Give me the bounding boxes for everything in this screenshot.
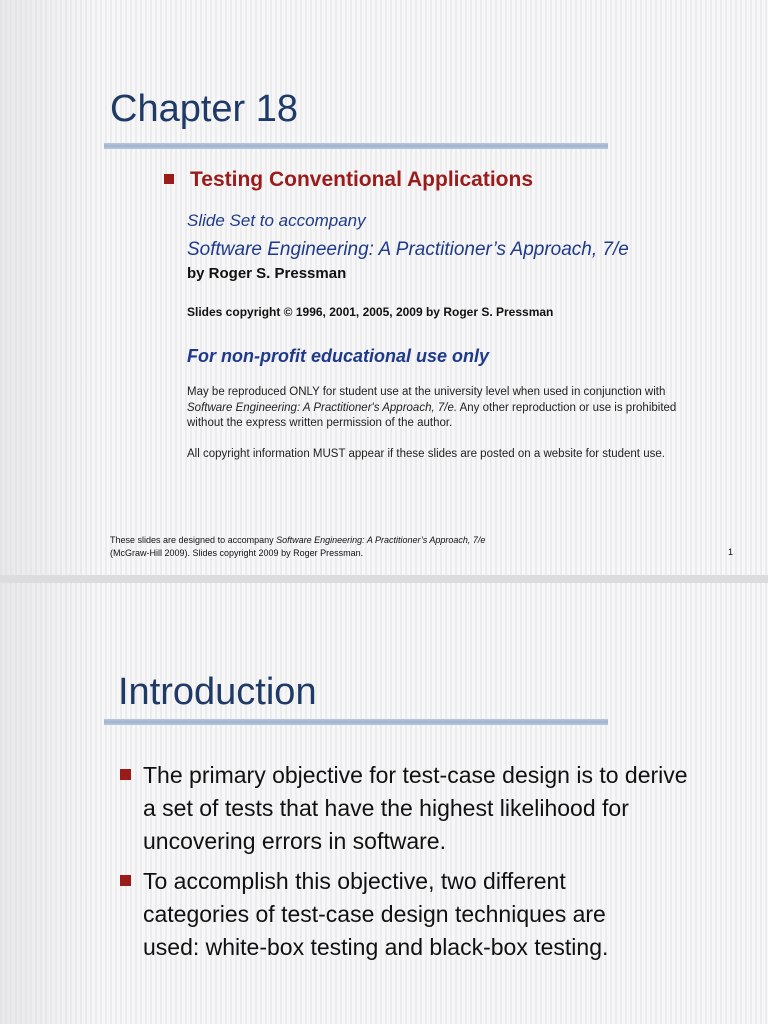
nonprofit-line: For non-profit educational use only — [187, 346, 490, 366]
bullet-heading: Testing Conventional Applications — [190, 168, 534, 191]
title-rule — [104, 143, 608, 149]
slide-2 — [0, 583, 768, 1024]
copyright-notice: All copyright information MUST appear if these slides are posted on a website for student use. — [187, 448, 665, 460]
slide-separator — [0, 575, 768, 583]
copyright-line: Slides copyright © 1996, 2001, 2005, 2009 by Roger S. Pressman — [187, 305, 554, 319]
intro-bullet-1: The primary objective for test-case design is to derive a set of tests that have the highest likelihood for uncovering errors in software. — [143, 762, 688, 854]
book-title-line: Software Engineering: A Practitioner’s Approach, 7/e — [187, 239, 629, 260]
bullet-square-icon — [120, 875, 131, 886]
slide-footer — [110, 534, 630, 560]
bullet-square-icon — [164, 174, 174, 184]
intro-bullet-2: To accomplish this objective, two different categories of test-case design techniques are used: white-box testing and black-box testing. — [143, 868, 609, 960]
title-rule — [104, 719, 608, 725]
slide-title: Chapter 18 — [110, 88, 299, 130]
reproduction-text-b: Any other reproduction or use is prohibited without the express written permission of the author. — [187, 401, 677, 429]
footer-text-a: These slides are designed to accompany — [110, 535, 277, 545]
reproduction-notice — [187, 385, 712, 432]
reproduction-text-a: May be reproduced ONLY for student use at the university level when used in conjunction with — [187, 386, 666, 398]
slide-set-line: Slide Set to accompany — [187, 211, 366, 230]
author-line: by Roger S. Pressman — [187, 265, 347, 282]
bullet-square-icon — [120, 769, 131, 780]
page-number: 1 — [728, 547, 734, 557]
footer-text-italic: Software Engineering: A Practitioner’s Approach, 7/e — [276, 535, 486, 545]
reproduction-text-italic: Software Engineering: A Practitioner's Approach, 7/e. — [187, 401, 458, 414]
footer-text-b: (McGraw-Hill 2009). Slides copyright 2009 by Roger Pressman. — [110, 548, 364, 558]
slide-title: Introduction — [118, 671, 317, 713]
